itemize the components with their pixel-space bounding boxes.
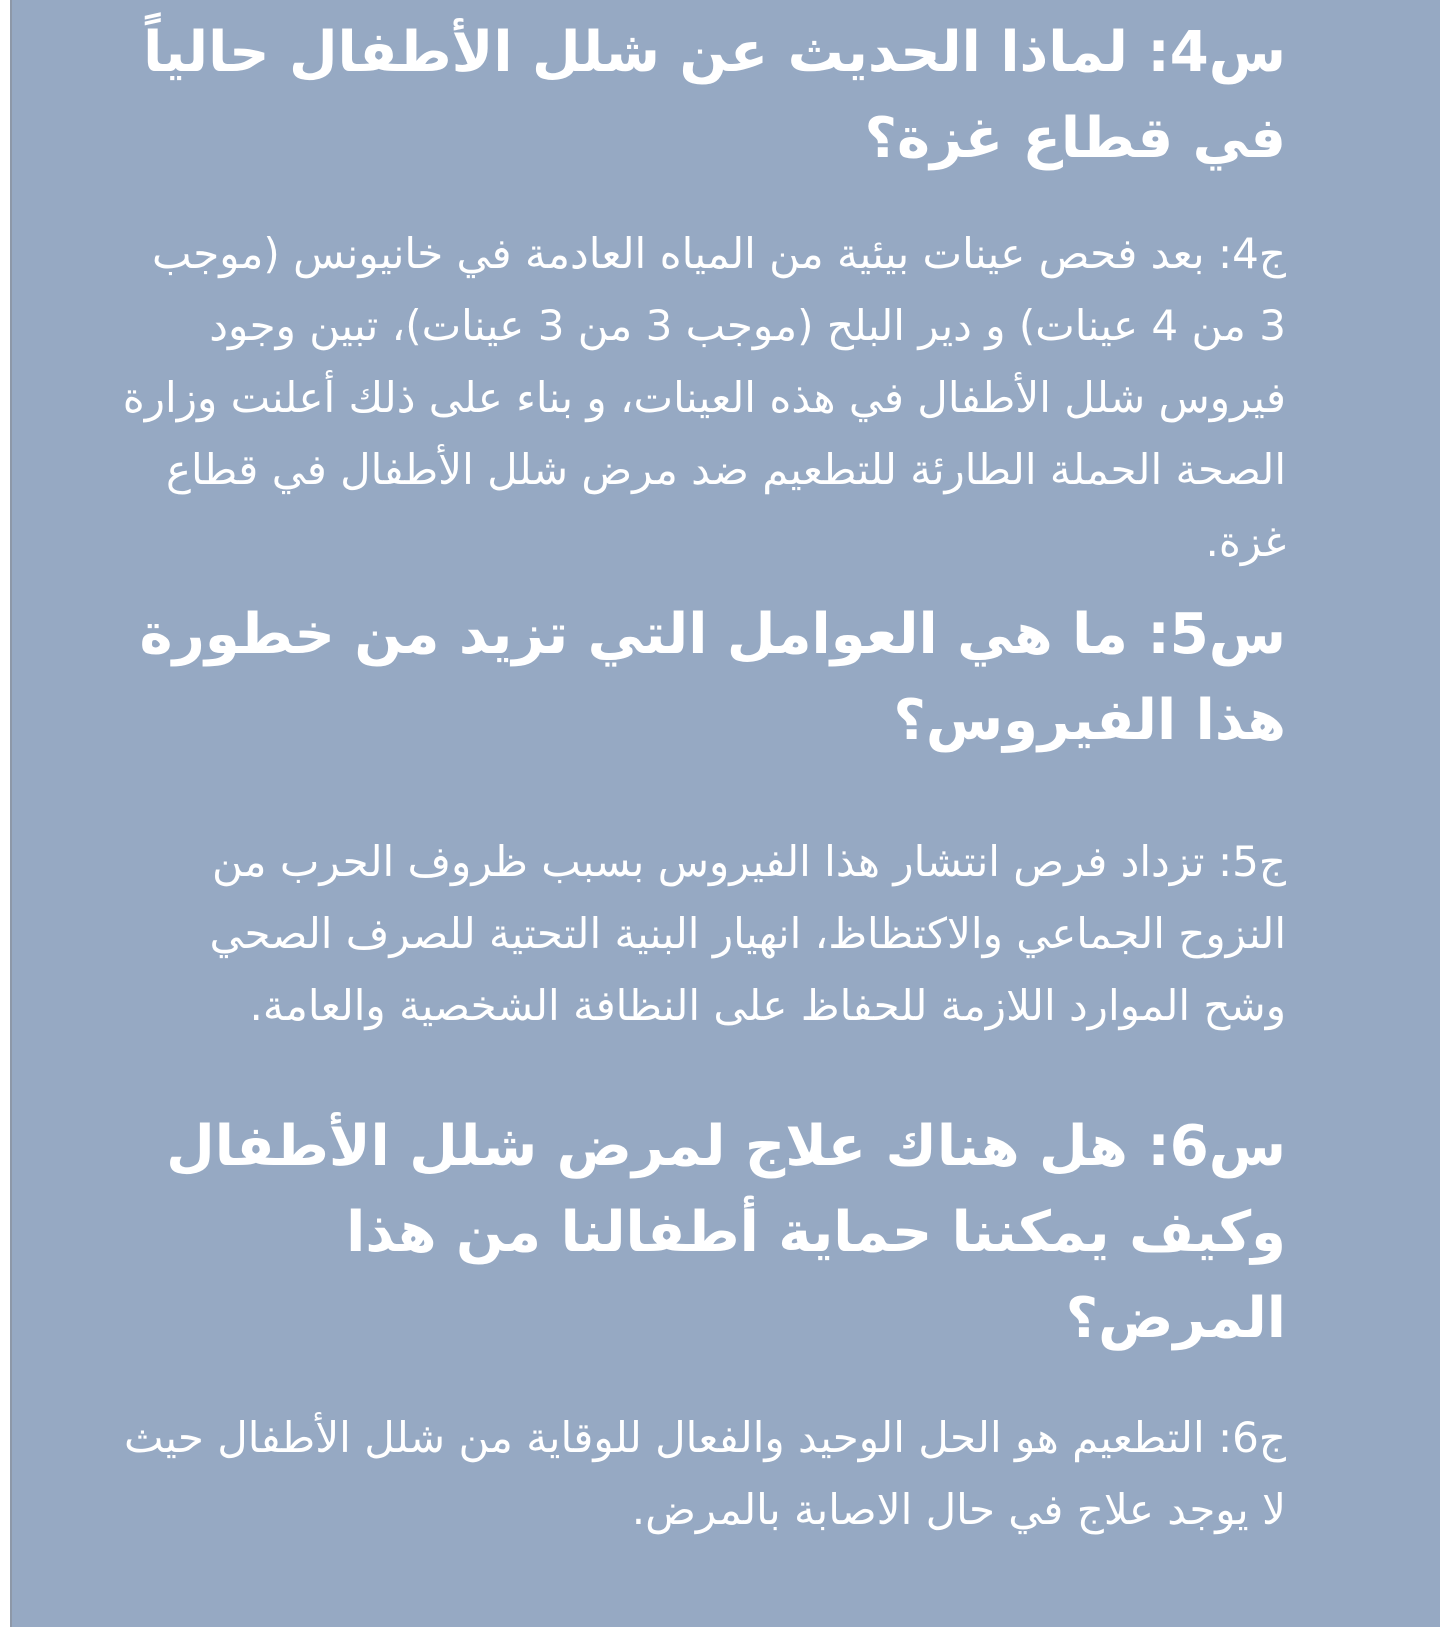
answer-5: ج5: تزداد فرص انتشار هذا الفيروس بسبب ظروف الحرب من النزوح الجماعي والاكتظاظ، انهيار البنية التحتية للصرف الصحي وشح الموارد اللازمة للحفاظ على النظافة الشخصية والعامة. (209, 837, 1286, 1030)
answer-4: ج4: بعد فحص عينات بيئية من المياه العادمة في خانيونس (موجب 3 من 4 عينات) و دير البلح (موجب 3 من 3 عينات)، تبين وجود فيروس شلل الأطفال في هذه العينات، و بناء على ذلك أعلنت وزارة الصحة الحملة الطارئة للتطعيم ضد مرض شلل الأطفال في قطاع غزة. (122, 229, 1286, 566)
question-4: س4: لماذا الحديث عن شلل الأطفال حالياً في قطاع غزة؟ (143, 20, 1286, 171)
answer-6: ج6: التطعيم هو الحل الوحيد والفعال للوقاية من شلل الأطفال حيث لا يوجد علاج في حال الاصابة بالمرض. (124, 1413, 1286, 1534)
question-5: س5: ما هي العوامل التي تزيد من خطورة هذا الفيروس؟ (139, 602, 1286, 753)
document-page (10, 0, 1440, 1627)
qa-content (116, 10, 1286, 1546)
question-6: س6: هل هناك علاج لمرض شلل الأطفال وكيف يمكننا حماية أطفالنا من هذا المرض؟ (166, 1114, 1286, 1351)
